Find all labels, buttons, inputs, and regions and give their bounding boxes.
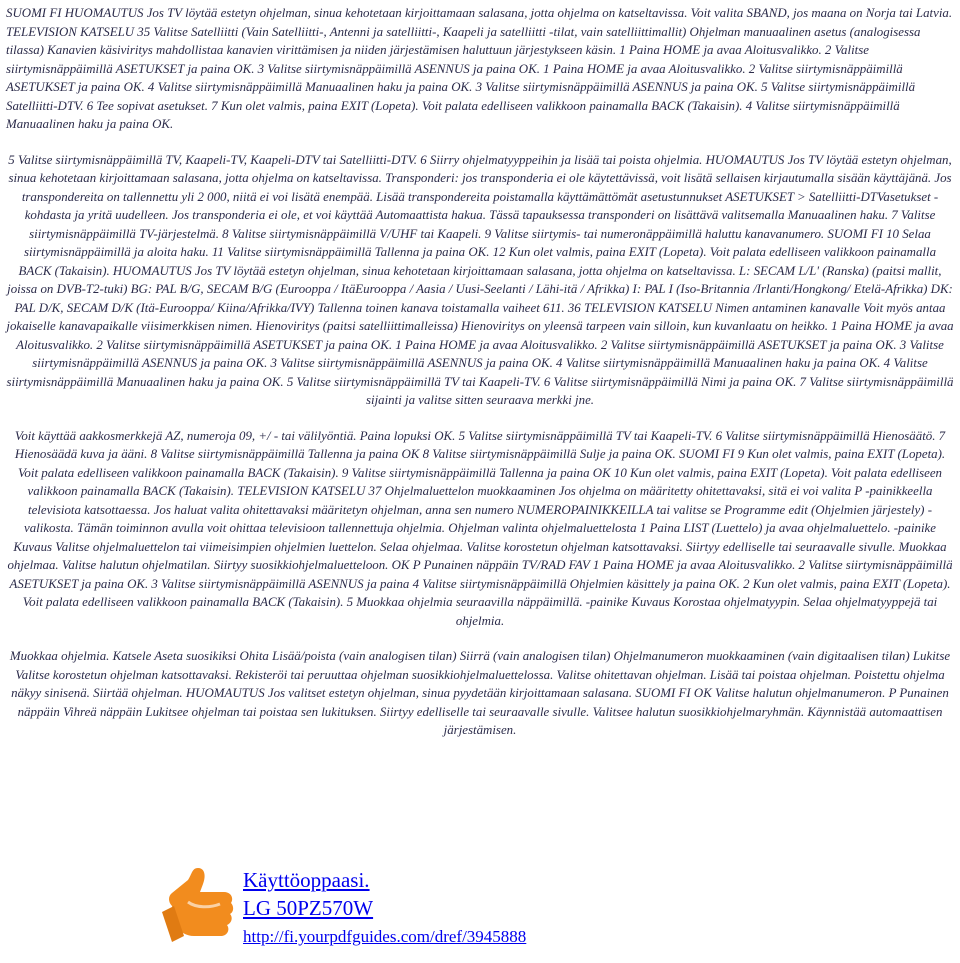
paragraph-gap [6, 134, 954, 151]
manual-title-link[interactable]: Käyttöoppaasi. [243, 868, 370, 892]
paragraph-gap [6, 410, 954, 427]
footer [158, 862, 948, 962]
paragraph-3: Voit käyttää aakkosmerkkejä AZ, numeroja 09, +/ - tai välilyöntiä. Paina lopuksi OK. 5 Valitse siirtymisnäppäimillä TV tai Kaapeli-TV. 6 Valitse siirtymisnäppäimillä Hienosäätö. 7 Hienosäädä kuva ja ääni. 8 Valitse siirtymisnäppäimillä Tallenna ja paina OK 8 Valitse siirtymisnäppäimillä Sulje ja paina OK. SUOMI FI 9 Kun olet valmis, paina EXIT (Lopeta). Voit palata edelliseen valikkoon painamalla BACK (Takaisin). 9 Valitse siirtymisnäppäimillä Tallenna ja paina OK 10 Kun olet valmis, paina EXIT (Lopeta). Voit palata edelliseen valikkoon painamalla BACK (Takaisin). TELEVISION KATSELU 37 Ohjelmaluettelon muokkaaminen Jos ohjelma on määritetty ohitettavaksi, sitä ei voi valita P -painikkeella televisiota katsottaessa. Jos haluat valita ohitettavaksi määritetyn ohjelman, anna sen numero NUMEROPAINIKKEILLA tai valitse se Programme edit (Ohjelmien järjestely) -valikosta. Tämän toiminnon avulla voit ohittaa televisioon tallennettuja ohjelmia. Ohjelman valinta ohjelmaluettelosta 1 Paina LIST (Luettelo) ja avaa ohjelmaluettelo. -painike Kuvaus Valitse ohjelmaluettelon tai viimeisimpien ohjelmien luettelon. Selaa ohjelmaa. Valitse korostetun ohjelman katsottavaksi. Siirtyy edelliselle tai seuraavalle sivulle. Muokkaa ohjelmaa. Valitse halutun ohjelmatilan. Siirtyy suosikkiohjelmaluetteloon. OK P Punainen näppäin TV/RAD FAV 1 Paina HOME ja avaa Aloitusvalikko. 2 Valitse siirtymisnäppäimillä ASETUKSET ja paina OK. 3 Valitse siirtymisnäppäimillä ASENNUS ja paina 4 Valitse siirtymisnäppäimillä Ohjelmien käsittely ja paina OK. 2 Kun olet valmis, paina EXIT (Lopeta). Voit palata edelliseen valikkoon painamalla BACK (Takaisin). 5 Muokkaa ohjelmia seuraavilla näppäimillä. -painike Kuvaus Korostaa ohjelmatyypin. Selaa ohjelmatyyppejä tai ohjelmia. [7, 428, 953, 628]
guide-url-link[interactable]: http://fi.yourpdfguides.com/dref/3945888 [243, 927, 527, 946]
paragraph-2: 5 Valitse siirtymisnäppäimillä TV, Kaapeli-TV, Kaapeli-DTV tai Satelliitti-DTV. 6 Siirry ohjelmatyyppeihin ja lisää tai poista ohjelmia. HUOMAUTUS Jos TV löytää estetyn ohjelman, sinua kehotetaan kirjoittamaan salasana, jotta ohjelma on katseltavissa. Transponderi: jos transponderia ei ole käytettävissä, voit lisätä sellaisen kirjautumalla sisään käyttäjänä. Jos transpondereita on tallennettu yli 2 000, niitä ei voi lisätä enempää. Lisää transpondereita poistamalla käyttämättömät asetustunnukset ASETUKSET > Satelliitti-DTVasetukset -kohdasta ja yritä uudelleen. Jos transponderia ei ole, et voi käyttää Automaattista hakua. Tässä tapauksessa transponderi on lisättävä valitsemalla Manuaalinen haku. 7 Valitse siirtymisnäppäimillä TV-järjestelmä. 8 Valitse siirtymisnäppäimillä V/UHF tai Kaapeli. 9 Valitse siirtymis- tai numeronäppäimillä haluttu kanavanumero. SUOMI FI 10 Selaa siirtymisnäppäimillä ja aloita haku. 11 Valitse siirtymisnäppäimillä Tallenna ja paina OK. 12 Kun olet valmis, paina EXIT (Lopeta). Voit palata edelliseen valikkoon painamalla BACK (Takaisin). HUOMAUTUS Jos TV löytää estetyn ohjelman, sinua kehotetaan kirjoittamaan salasana, jotta ohjelma on katseltavissa. L: SECAM L/L' (Ranska) (paitsi mallit, joissa on DVB-T2-tuki) BG: PAL B/G, SECAM B/G (Eurooppa / ItäEurooppa / Aasia / Uusi-Seelanti / Lähi-itä / Afrikka) I: PAL I (Iso-Britannia /Irlanti/Hongkong/ Etelä-Afrikka) DK: PAL D/K, SECAM D/K (Itä-Eurooppa/ Kiina/Afrikka/IVY) Tallenna toinen kanava toistamalla vaiheet 611. 36 TELEVISION KATSELU Nimen antaminen kanavalle Voit myös antaa jokaiselle kanavapaikalle viisimerkkisen nimen. Hienoviritys (paitsi satelliittimalleissa) Hienoviritys on yleensä tarpeen vain silloin, kun kuvanlaatu on heikko. 1 Paina HOME ja avaa Aloitusvalikko. 2 Valitse siirtymisnäppäimillä ASETUKSET ja paina OK. 1 Paina HOME ja avaa Aloitusvalikko. 2 Valitse siirtymisnäppäimillä ASETUKSET ja paina OK. 3 Valitse siirtymisnäppäimillä ASENNUS ja paina OK. 3 Valitse siirtymisnäppäimillä ASENNUS ja paina OK. 4 Valitse siirtymisnäppäimillä Manuaalinen haku ja paina OK. 4 Valitse siirtymisnäppäimillä Manuaalinen haku ja paina OK. 5 Valitse siirtymisnäppäimillä TV tai Kaapeli-TV. 6 Valitse siirtymisnäppäimillä Nimi ja paina OK. 7 Valitse siirtymisnäppäimillä sijainti ja valitse sitten seuraava merkki jne. [6, 152, 954, 407]
thumbs-up-icon [158, 862, 238, 954]
model-link[interactable]: LG 50PZ570W [243, 896, 374, 920]
footer-links [243, 866, 526, 948]
paragraph-gap [6, 630, 954, 647]
paragraph-1: SUOMI FI HUOMAUTUS Jos TV löytää estetyn ohjelman, sinua kehotetaan kirjoittamaan salasana, jotta ohjelma on katseltavissa. Voit valita SBAND, jos maana on Norja tai Latvia. TELEVISION KATSELU 35 Valitse Satelliitti (Vain Satelliitti-, Antenni ja satelliitti-, Kaapeli ja satelliitti -tilat, vain satelliittimallit) Ohjelman manuaalinen asetus (analogisessa tilassa) Kanavien käsiviritys mahdollistaa kanavien virittämisen ja niiden järjestämisen haluttuun järjestykseen käsin. 1 Paina HOME ja avaa Aloitusvalikko. 2 Valitse siirtymisnäppäimillä ASETUKSET ja paina OK. 3 Valitse siirtymisnäppäimillä ASENNUS ja paina OK. 1 Paina HOME ja avaa Aloitusvalikko. 2 Valitse siirtymisnäppäimillä ASETUKSET ja paina OK. 4 Valitse siirtymisnäppäimillä Manuaalinen haku ja paina OK. 3 Valitse siirtymisnäppäimillä ASENNUS ja paina OK. 5 Valitse siirtymisnäppäimillä Satelliitti-DTV. 6 Tee sopivat asetukset. 7 Kun olet valmis, paina EXIT (Lopeta). Voit palata edelliseen valikkoon painamalla BACK (Takaisin). 4 Valitse siirtymisnäppäimillä Manuaalinen haku ja paina OK. [6, 6, 953, 131]
paragraph-4: Muokkaa ohjelmia. Katsele Aseta suosikiksi Ohita Lisää/poista (vain analogisen tilan) Siirrä (vain analogisen tilan) Ohjelmanumeron muokkaaminen (vain digitaalisen tilan) Lukitse Valitse korostetun ohjelman katsottavaksi. Rekisteröi tai peruuttaa ohjelman suosikkiohjelmaluettelossa. Valitse ohitettavan ohjelman. Lisää tai poistaa ohjelman. Poistettu ohjelma näkyy sinisenä. Siirtää ohjelman. HUOMAUTUS Jos valitset estetyn ohjelman, sinua pyydetään kirjoittamaan salasana. SUOMI FI OK Valitse halutun ohjelmanumeron. P Punainen näppäin Vihreä näppäin Lukitsee ohjelman tai poistaa sen lukituksen. Siirtyy edelliselle tai seuraavalle sivulle. Valitsee halutun suosikkiohjelmaryhmän. Käynnistää automaattisen järjestämisen. [9, 649, 951, 737]
